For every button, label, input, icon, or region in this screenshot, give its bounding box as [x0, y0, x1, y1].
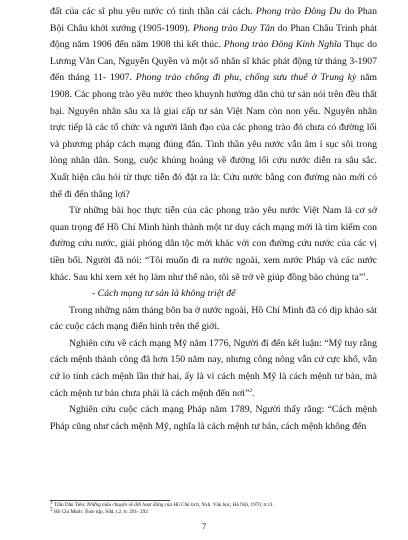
footnote-2: $^2$ Hồ Chí Minh: Toàn tập, Sđd, t.2, tr. 291- 292 [50, 506, 148, 516]
movement-name: Phong trào Đông Du [255, 6, 342, 17]
movement-name: Phong trào Đông Kinh Nghĩa [223, 39, 342, 51]
footnotes [50, 499, 274, 517]
footnote-ref: 1 [363, 271, 366, 278]
paragraph-american-revolution: Nghiên cứu về cách mạng Mỹ năm 1776, Người đi đến kết luận: “Mỹ tuy rằng cách mệnh thành công đã hơn 150 năm nay, nhưng công nông vẫn cứ cực khổ, vẫn cứ lo tính cách mệnh lần thứ hai, ấy là vì cách mệnh Mỹ là cách mệnh tư bản, mà cách mệnh tư bản chưa phải là cách mệnh đến nơi”$^2$. [50, 337, 377, 399]
footnote-1: $^1$ Trần Dân Tiên: Những mẩu chuyện về đời hoạt động của Hồ Chủ tịch, Nxb. Văn học, Hà Nội, 1970, tr.11. [50, 499, 274, 508]
movement-name: Phong trào chống đi phu, chống sưu thuế ở Trung kỳ [135, 72, 357, 84]
paragraph-french-revolution: Nghiên cứu cuộc cách mạng Pháp năm 1789, Người thấy rằng: “Cách mệnh Pháp cũng như cách mệnh Mỹ, nghĩa là cách mệnh tư bản, cách mệnh không đến [50, 404, 377, 432]
section-subheading: - Cách mạng tư sản là không triệt để [92, 288, 236, 300]
paragraph-reform-movements: đất của các sĩ phu yêu nước có tinh thần cải cách. Phong trào Đông Du do Phan Bội Châu khởi xướng (1905-1909). Phong trào Duy Tân do Phan Châu Trinh phát động năm 1906 đến năm 1908 thì kết thúc. Phong trào Đông Kinh Nghĩa Thục do Lương Văn Can, Nguyễn Quyền và một số nhân sĩ khác phát động từ tháng 3-1907 đến tháng 11- 1907. Phong trào chống đi phu, chống sưu thuế ở Trung kỳ năm 1908. Các phong trào yêu nước theo khuynh hướng dân chủ tư sản nói trên đều thất bại. Nguyên nhân sâu xa là giai cấp tư sản Việt Nam còn non yếu. Nguyên nhân trực tiếp là các tổ chức và người lãnh đạo của các phong trào đó chưa có đường lối và phương pháp cách mạng đúng đắn. Tình thần yêu nước vẫn âm ỉ sục sôi trong lòng nhân dân. Song, cuộc khủng hoảng về đường lối cứu nước diễn ra sâu sắc. Xuất hiện câu hỏi từ thực tiễn đó đặt ra là: Cứu nước bằng con đường nào mới có thể đi đến thắng lợi? [50, 6, 378, 200]
paragraph-new-path: Từ những bài học thực tiễn của các phong trào yêu nước Việt Nam là cơ sở quan trọng để Hồ Chí Minh hình thành một tư duy cách mạng mới là tìm kiếm con đường cứu nước, giải phóng dân tộc mới khác với con đường cứu nước của các vị tiền bối. Người đã nói: “Tôi muốn đi ra nước ngoài, xem nước Pháp và các nước khác. Sau khi xem xét họ làm như thế nào, tôi sẽ trở về giúp đồng bào chúng ta”$^1$. [50, 205, 377, 283]
paragraph-survey: Trong những năm tháng bôn ba ở nước ngoài, Hồ Chí Minh đã có dịp khảo sát các cuộc cách mạng điển hình trên thế giới. [50, 304, 377, 333]
page-number: 7 [201, 521, 207, 531]
footnote-ref: 2 [249, 387, 253, 394]
movement-name: Phong trào Duy Tân [192, 22, 275, 34]
